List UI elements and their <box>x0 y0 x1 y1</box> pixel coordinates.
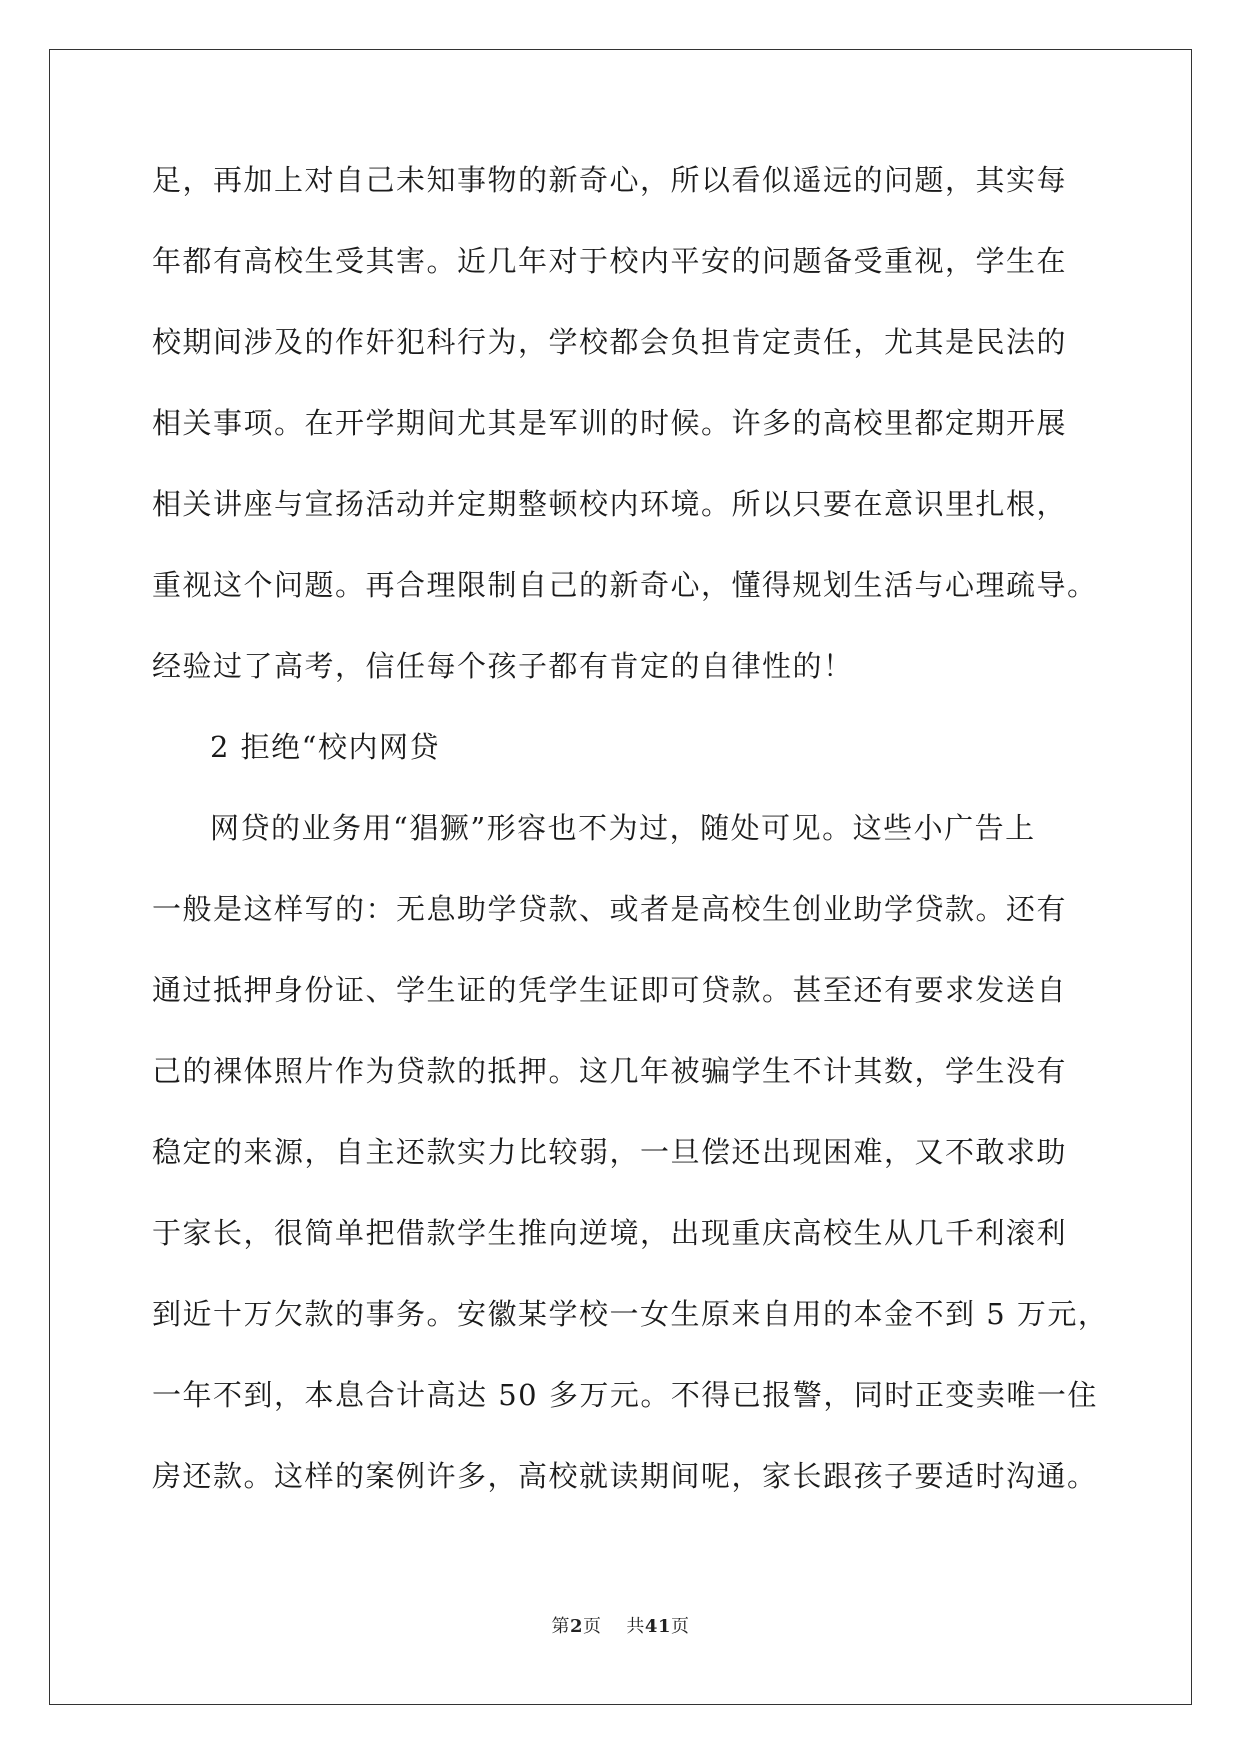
text-line: 年都有高校生受其害。近几年对于校内平安的问题备受重视，学生在 <box>152 244 1068 278</box>
text-line: 于家长，很简单把借款学生推向逆境，出现重庆高校生从几千利滚利 <box>152 1216 1068 1250</box>
text-line: 一年不到，本息合计高达 50 多万元。不得已报警，同时正变卖唯一住 <box>152 1378 1098 1412</box>
text-line: 到近十万欠款的事务。安徽某学校一女生原来自用的本金不到 5 万元， <box>152 1297 1109 1331</box>
text-line: 相关讲座与宣扬活动并定期整顿校内环境。所以只要在意识里扎根， <box>152 487 1068 521</box>
text-line: 房还款。这样的案例许多，高校就读期间呢，家长跟孩子要适时沟通。 <box>152 1459 1098 1493</box>
text-line: 一般是这样写的：无息助学贷款、或者是高校生创业助学贷款。还有 <box>152 892 1068 926</box>
text-line: 稳定的来源，自主还款实力比较弱，一旦偿还出现困难，又不敢求助 <box>152 1135 1068 1169</box>
total-pages: 41 <box>644 1616 671 1637</box>
total-suffix: 页 <box>670 1616 690 1637</box>
text-line: 己的裸体照片作为贷款的抵押。这几年被骗学生不计其数，学生没有 <box>152 1054 1068 1088</box>
section-heading: 2 拒绝“校内网贷 <box>210 730 440 764</box>
page-footer <box>0 1612 1241 1638</box>
page-suffix: 页 <box>583 1616 602 1637</box>
text-line: 网贷的业务用“猖獗”形容也不为过，随处可见。这些小广告上 <box>210 811 1036 845</box>
text-line: 足，再加上对自己未知事物的新奇心，所以看似遥远的问题，其实每 <box>152 163 1068 197</box>
text-line: 相关事项。在开学期间尤其是军训的时候。许多的高校里都定期开展 <box>152 406 1068 440</box>
total-prefix: 共 <box>626 1616 645 1637</box>
text-line: 校期间涉及的作奸犯科行为，学校都会负担肯定责任，尤其是民法的 <box>152 325 1068 359</box>
document-body <box>152 157 1109 1534</box>
page-number: 2 <box>570 1616 584 1637</box>
page-prefix: 第 <box>551 1616 570 1637</box>
text-line: 经验过了高考，信任每个孩子都有肯定的自律性的！ <box>152 649 854 683</box>
text-line: 重视这个问题。再合理限制自己的新奇心，懂得规划生活与心理疏导。 <box>152 568 1098 602</box>
text-line: 通过抵押身份证、学生证的凭学生证即可贷款。甚至还有要求发送自 <box>152 973 1068 1007</box>
